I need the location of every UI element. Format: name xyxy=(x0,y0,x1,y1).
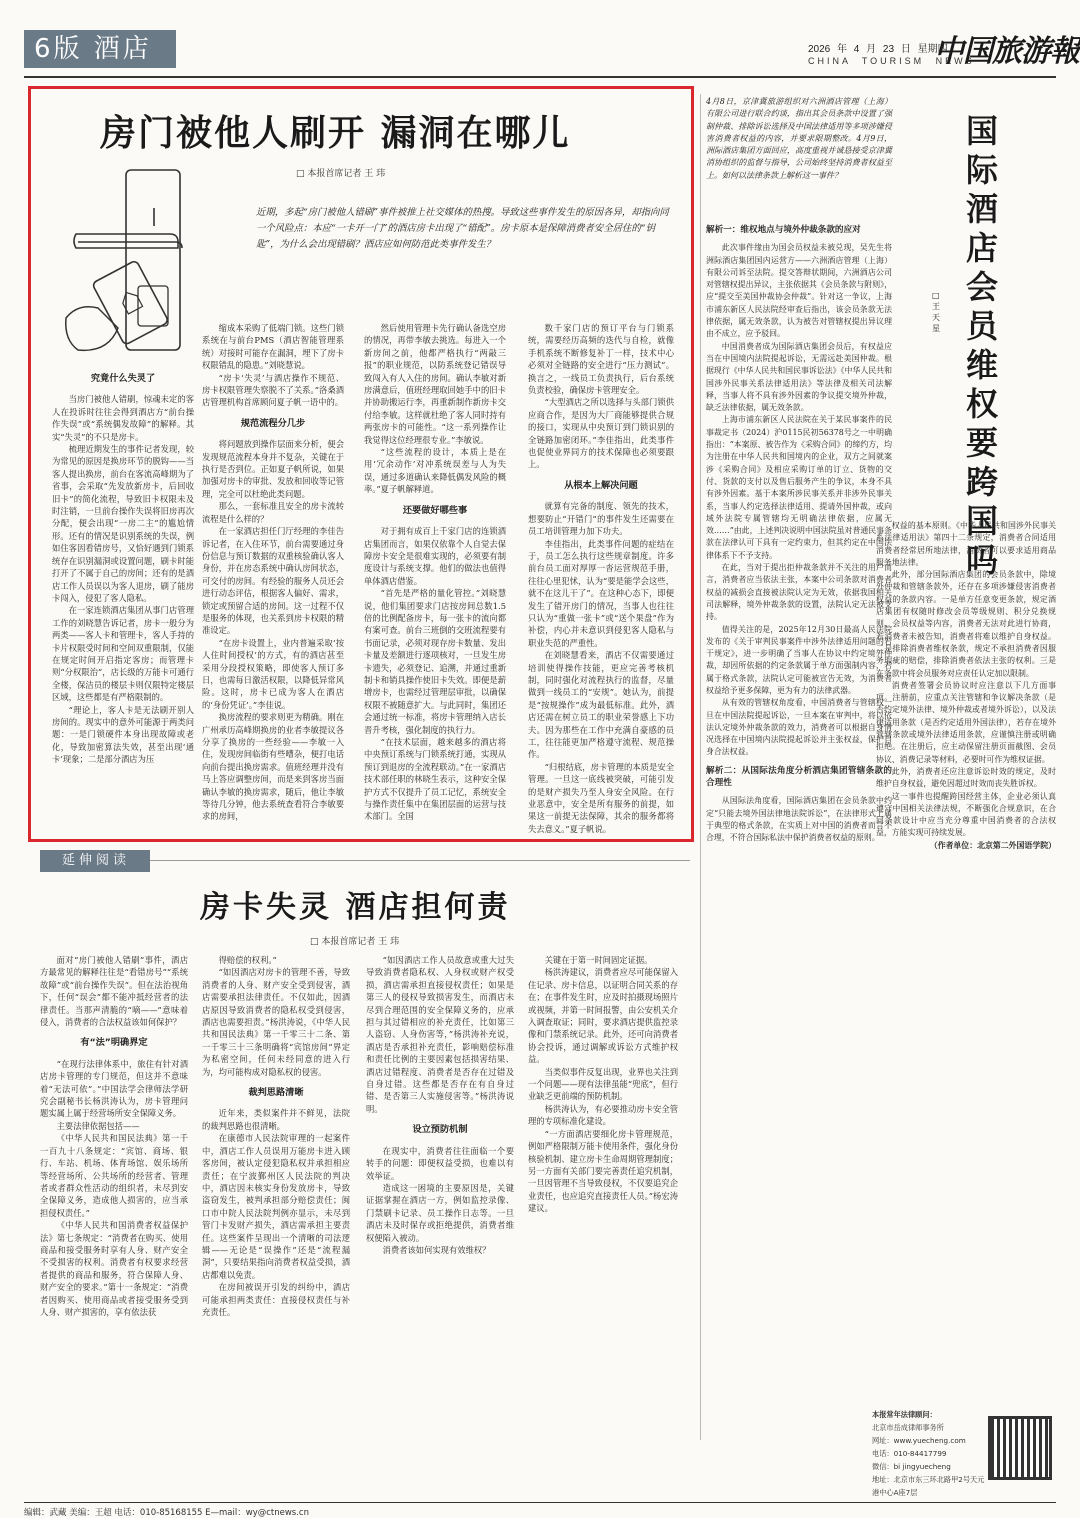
right-subhead-1: 解析一：维权地点与境外仲裁条款的应对 xyxy=(706,225,861,235)
paragraph: “大型酒店之所以选择与头部门锁供应商合作，是因为大厂商能够提供合规的接口，实现从中央预订到门锁识别的全链路加密闭环。”李佳指出，此类事件也促使业界同方的技术保障也必须要跟上。 xyxy=(528,397,674,470)
paragraph: 在一家酒店担任门厅经理的李佳告诉记者，在入住环节，前台需要通过身份信息与预订数据的双重核验确认客人身份，并在房态系统中确认房间状态，可交付的房间。有经验的服务人员还会进行动态评估，根据客人偏好、需求，锁定或预留合适的房间。这一过程不仅是服务的体现，也关系到房卡权限的精准设定。 xyxy=(202,526,344,636)
paragraph: 关键在于第一时间固定证据。 xyxy=(544,955,653,965)
paragraph: “房卡‘失灵’与酒店操作不规范、房卡权限管理失察脱不了关系。”洛桑酒店管理机构首席顾问夏子帆一语中的。 xyxy=(202,372,344,408)
feature-lead: 近期，多起“房门被他人错刷”事件被推上社交媒体的热搜。导致这些事件发生的原因各异，却指向同一个风险点：本应“一卡开一门”的酒店房卡出现了“错配”。房卡原本是保障消费者安全居住的“钥匙”，为什么会出现错刷？酒店应如何防范此类事件发生？ xyxy=(256,207,669,250)
right-column-2 xyxy=(876,520,1056,1400)
feature-subhead-1: 究竟什么失灵了 xyxy=(90,373,156,384)
feature-subhead-4: 从根本上解决问题 xyxy=(564,479,638,491)
paragraph: “一方面酒店要细化房卡管理规范，例如严格限制万能卡使用条件，强化身份核验机制、建立房卡生命周期管理制度；另一方面有关部门要完善责任追究机制，一旦因管理不当导致侵权，不仅要追究企业责任，也应追究直接责任人员。”杨宏涛建议。 xyxy=(528,1128,678,1214)
advisor-firm: 北京市岳成律师事务所 xyxy=(872,1423,944,1432)
paragraph: 主要法律依据包括—— xyxy=(56,1120,140,1131)
paragraph: “在技术层面，越来越多的酒店将中央预订系统与门锁系统打通，实现从预订到退房的全流程联动。”在一家酒店技术部任职的林晓生表示，这种安全保护方式不仅提升了员工记忆，系统安全与操作责任集中在集团层面的运营与技术部门。全国 xyxy=(364,737,506,822)
paragraph: 在房间被误开引发的纠纷中，酒店可能承担两类责任：直接侵权责任与补充责任。 xyxy=(202,1282,350,1317)
right-article-author: □ 王天星 xyxy=(932,291,940,333)
paper-english-name: CHINA TOURISM NEWS xyxy=(808,56,975,66)
issue-date: 2026 年 4 月 23 日 星期四 xyxy=(808,44,948,55)
paragraph: 《中华人民共和国消费者权益保护法》第七条规定：“消费者在购买、使用商品和接受服务时享有人身、财产安全不受损害的权利。消费者有权要求经营者提供的商品和服务，符合保障人身、财产安全的要求。”第十一条规定：“消费者因购买、使用商品或者接受服务受到人身、财产损害的，享有依法获 xyxy=(40,1220,188,1317)
paragraph: 此外，消费者还应注意诉讼时效的规定，及时维护自身权益，避免因超过时效而丧失胜诉权。 xyxy=(876,766,1056,789)
feature-column-3 xyxy=(364,322,506,834)
paragraph: 上海市浦东新区人民法院在关于某民事案件的民事裁定书（2024）沪0115民初56378号之一中明确指出：“本案原、被告作为《采购合同》的缔约方，均为注册在中华人民共和国境内的企业，双方之间就案涉《采购合同》及相应采购订单的订立、货物的交付、货款的支付以及售后服务产生的争议，本身不具有涉外因素。基于本案所涉民事关系并非涉外民事关系，当事人约定选择法律适用、提请外国仲裁，或向域外法院专属管辖均无明确法律依据，应属无效……”由此，上述判决说明中国法院虽对普通民事条款在法律认可下具有一定约束力，但其约定在中国法律体系下不予支持。 xyxy=(706,415,892,560)
paragraph: 此外，部分国际酒店集团的会员条款中，除境外仲裁和管辖条款外，还存在多项涉嫌侵害消费者权益的条款内容。一是单方任意变更条款，规定酒店集团有权随时修改会员等级规则、积分兑换规则、会员权益等内容，消费者无法对此进行协商，若消费者未被告知，消费者将难以维护自身权益。二是排除消费者维权条款，规定不承担消费者因服务瑕疵的赔偿，排除消费者依法主张的权利。三是在条款中将会员服务对应责任认定加以限制。 xyxy=(876,570,1056,678)
paragraph: 梳理近期发生的事件记者发现，较为常见的原因是换房环节的脱钩——当客人提出换房，前台在客流高峰期为了省事，会采取“先发放新房卡，后回收旧卡”的简化流程，导致旧卡权限未及时注销，一旦前台操作失误将旧房再次分配，便会出现“一房二主”的尴尬情形。还有的情况是识别系统的失误，例如住客因看错房号，又恰好遇到门锁系统存在识别漏洞或设置问题，刷卡时能打开了不属于自己的房间；还有的是酒店工作人员误以为客人退房，刷了能房卡闯入，侵犯了客人隐私。 xyxy=(52,444,194,603)
paragraph: 对于拥有成百上千家门店的连锁酒店集团而言，如果仅依靠个人自觉去保障房卡安全是很难实现的，必须要有制度设计与系统支撑。他们的做法也值得单体酒店借鉴。 xyxy=(364,526,506,586)
right-article-headline: 国际酒店会员维权要跨国吗 xyxy=(965,112,998,579)
paragraph: 在康德市人民法院审理的一起案件中，酒店工作人员误用万能房卡进入顾客房间，被认定侵犯隐私权并承担相应责任；在宁波鄞州区人民法院的判决中，酒店因未核实身份发放房卡，导致盗窃发生，被判承担部分赔偿责任；闽口市中院人民法院判例亦显示，未尽到管门卡发财产损失，酒店需承担主要责任。这些案件呈现出一个清晰的司法逻辑——无论是“误操作”还是“流程漏洞”，只要结果指向消费者权益受损，酒店都难以免责。 xyxy=(202,1133,350,1280)
advisor-website[interactable]: 网址：www.yuecheng.com xyxy=(872,1436,966,1445)
footer-divider xyxy=(24,1502,1056,1503)
feature-column-1 xyxy=(52,364,194,834)
paragraph: 从有效的管辖权角度看，中国消费者与管辖权一旦在中国法院提起诉讼，一旦本案在审判中，将以依法认定境外仲裁条款的效力，消费者可以根据自身情况选择在中国境内法院提起诉讼并主张权益，保护自身合法权益。 xyxy=(706,698,892,757)
advisor-address: 地址：北京市东三环北路甲2号天元港中心A座7层 xyxy=(872,1475,985,1497)
paragraph: 当类似事件反复出现，业界也关注到一个问题——现有法律虽能“兜底”，但行业缺乏更前端的预防机制。 xyxy=(528,1066,678,1102)
paragraph: “在房卡设置上，业内普遍采取‘按人住时间授权’的方式，有的酒店甚至采用分段授权策略，即使客人预订多日，也需每日激活权限，以降低异常风险。这时，房卡已成为客人在酒店的‘身份凭证’。”李佳说。 xyxy=(202,637,344,710)
paragraph: 造成这一困境的主要原因是，关键证据掌握在酒店一方，例如监控录像、门禁刷卡记录、员工操作日志等。一旦酒店未及时保存或拒绝提供，消费者维权便陷入被动。 xyxy=(366,1182,514,1243)
paragraph: “如因酒店对房卡的管理不善，导致消费者的人身、财产安全受到侵害，酒店需要承担法律责任。不仅如此，因酒店原因导致消费者的隐私权受到侵害，酒店也需要担责。”杨洪涛说，《中华人民共和国民法典》第一千零三十二条、第一千零三十三条明确将“宾馆房间”界定为私密空间，任何未经同意的进入行为，均可能构成对隐私权的侵害。 xyxy=(202,967,350,1077)
door-lock-card-icon xyxy=(58,168,208,358)
paragraph: 换房流程的要求则更为精确。刚在广州承历高峰期换房的业者李敏提议各分享了换房的一些经验——李敏一入住，发现房间临街有些嘈杂，便打电话向前台提出换房需求。值班经理并没有马上答应调整房间，而是来到客房当面确认李敏的换房需求，随后，他让李敏等待几分钟，他去系统查看符合李敏要求的房间， xyxy=(202,712,344,822)
extended-column-1 xyxy=(40,954,188,1494)
paragraph: 缩成本采购了低端门锁。这些门锁系统在与前台PMS（酒店智能管理系统）对接时可能存在漏洞，埋下了房卡权限错乱的隐患。”刘晓慧说。 xyxy=(202,323,344,371)
paragraph: 在现实中，消费者往往面临一个要转手的问题：即便权益受损，也难以有效举证。 xyxy=(366,1145,514,1181)
extended-reading-label: 延伸阅读 xyxy=(40,850,150,872)
extended-column-3 xyxy=(366,954,514,1494)
paragraph: 将问题放到操作层面来分析，便会发现规范流程本身并不复杂，关键在于执行是否到位。正如夏子帆所说，如果加强对房卡的审批、发放和回收等记管理，完全可以杜绝此类问题。 xyxy=(202,439,344,499)
extended-byline: □ 本报首席记者 王 玮 xyxy=(310,937,400,947)
paragraph: “首先是严格的量化管控。”刘晓慧说，他们集团要求门店按房间总数1.5倍的比例配备房卡，每一张卡的流向都有案可查。前台三班倒的交班流程要有书面记录，必须对现存房卡数量、发出卡量及差额进行逐项核对，一旦发生房卡遗失，必须登记、追溯，并通过重新制卡和销具操作使旧卡失效。即便是薪增房卡，也需经过管理层审批，以确保权限不被随意扩大。与此同时，集团还会通过统一标准，将房卡管理纳入店长晋升考核，强化制度的执行力。 xyxy=(364,588,506,735)
paragraph: 消费者该如何实现有效维权？ xyxy=(382,1244,491,1255)
paragraph: “如因酒店工作人员故意或重大过失导致消费者隐私权、人身权或财产权受损，酒店需承担直接侵权责任；如果是第三人的侵权导致损害发生，而酒店未尽到合理范围的安全保障义务的，应承担与其过错相应的补充责任，比如第三人盗窃、人身伤害等，”杨洪涛补充说，酒店是否承担补充责任，影响赔偿标准和责任比例的主要因素包括损害结果、酒店过错程度、消费者是否存在过错及自身过错。这些都是否存在有自身过错、是否第三人实施侵害等。”杨洪涛说明。 xyxy=(366,955,514,1114)
paragraph: 这一事件也提醒跨国经营主体，企业必须认真遵守中国相关法律法规，不断强化合规意识，在合同条款设计中应当充分尊重中国消费者的合法权益，方能实现可持续发展。 xyxy=(876,791,1056,838)
feature-column-4 xyxy=(528,322,674,834)
paragraph: 杨洪涛认为，有必要推动房卡安全管理的专项标准化建设。 xyxy=(528,1103,678,1127)
feature-subhead-3: 还要做好哪些事 xyxy=(402,504,468,516)
paragraph: 那么，一套标准且安全的房卡流转流程是什么样的？ xyxy=(202,501,344,524)
paragraph: 数千家门店的预订平台与门锁系统，需要经历高频的迭代与自检，就像手机系统不断修复补丁一样，技术中心必须对全链路的安全进行“压力测试”。换言之，一线员工负责执行，后台系统负责校验，确保房卡管理安全。 xyxy=(528,323,674,396)
right-subhead-2: 解析二：从国际法角度分析酒店集团管辖条款的合理性 xyxy=(706,765,892,789)
paragraph: 在一家连锁酒店集团从事门店管理工作的刘晓慧告诉记者，房卡一般分为两类——客人卡和管理卡，客人手持的卡片权限受时间和空间双重限制，仅能在规定时间开启指定客房；而管理卡则“分权限治”，店长级的万能卡可通行全楼，保洁员的楼层卡则仅限特定楼层区域，这些都是有严格限制的。 xyxy=(52,605,194,703)
column-divider xyxy=(700,94,701,1440)
right-column-1 xyxy=(706,218,892,1494)
extended-subhead-3: 设立预防机制 xyxy=(412,1124,468,1136)
paragraph: 在刘晓慧看来，酒店不仅需要通过培训使得操作技能，更应完善考核机制，同时强化对流程执行的监督，尽量做到一线员工的“安规”。她认为，前提是“按规操作”成为最低标准。此外，酒店还需在树立员工的职业荣誉感上下功夫。因为那些在工作中充满自豪感的员工，往往能更加严格遵守流程、规范操作。 xyxy=(528,650,674,760)
paragraph: 面对“房门被他人错刷”事件，酒店方最常见的解释往往是“看错房号”“系统故障”或“前台操作失误”。但在法治视角下，任何“误会”都不能冲抵经营者的法律责任。当那声清脆的“嘀——”意味着侵入，消费者的合法权益该如何保护？ xyxy=(40,955,188,1028)
paragraph: 从国际法角度看，国际酒店集团在会员条款中约定“只能去境外国法律地法院诉讼”，在法律形式上属于典型的格式条款，在实质上对中国的消费者而言不合理，不符合国际私法中保护消费者权益的原则。 xyxy=(706,796,892,843)
footer-credits: 编辑：武藏 美编：王超 电话：010-85168155 E—mail：wy@ctnews.cn xyxy=(24,1508,309,1518)
advisor-wechat: 微信：bi jingyuecheng xyxy=(872,1462,951,1471)
feature-headline: 房门被他人刷开 漏洞在哪儿 xyxy=(100,112,571,154)
paragraph: 《中华人民共和国民法典》第一千一百九十八条规定：“宾馆、商场、银行、车站、机场、体育场馆、娱乐场所等经营场所、公共场所的经营者、管理者或者群众性活动的组织者，未尽到安全保障义务，造成他人损害的，应当承担侵权责任。” xyxy=(40,1133,188,1218)
extended-column-4 xyxy=(528,954,678,1494)
paragraph: 得赔偿的权利。” xyxy=(218,955,277,965)
paragraph: 此次事件缘由为国会员权益未被兑现，吴先生将洲际酒店集团国内运营方——六洲酒店管理（上海）有限公司诉至法院。提交答辩状期间，六洲酒店公司对管辖权提出异议，主张依据其《会员条款与附则》，应“提交至美国仲裁协会仲裁”。针对这一争议，上海市浦东新区人民法院经审查后指出，该会员条款无法律依据，属无效条款，认为被告对管辖权提出异议理由不成立，应予驳回。 xyxy=(706,243,892,339)
paragraph: 当房门被他人错刷，惊魂未定的客人在投诉时往往会得到酒店方“前台操作失误”或“系统偶发故障”的解释。其实“失灵”的不只是房卡。 xyxy=(52,394,194,442)
paragraph: 李佳指出，此类事件问题的症结在于，员工怎么执行这些规章制度。许多前台员工面对厚厚一沓运营规范手册，往往心里犯怵，认为“要是能学会这些，就不在这儿干了”。在这种心态下，即便发生了错开房门的情况，当事人也往往只认为“重做一张卡”或“送个果盘”作为补偿，内心并未意识到侵犯客人隐私与职业失范的严重性。 xyxy=(528,538,674,648)
extended-subhead-2: 裁判思路清晰 xyxy=(248,1087,304,1099)
paragraph: 值得关注的是，2025年12月30日最高人民法院发布的《关于审判民事案件中涉外法律适用问题的若干规定》，进一步明确了当事人在协议中约定境外仲裁，却因所依据的约定条款属于单方面强制内容，若属于格式条款，法院认定可能被宣告无效，为消费者权益给予更多保障，更为有力的法律武器。 xyxy=(706,624,892,695)
paragraph: “在现行法律体系中，旅住有针对酒店房卡管理的专门规范，但这并不意味着“无法可依”。”中国法学会律师法学研究会副秘书长杨洪涛认为，房卡管理问题实属上属于经营场所安全保障义务。 xyxy=(40,1058,188,1119)
paragraph: 杨洪涛建议，消费者应尽可能保留入住记录、房卡信息，以证明合同关系的存在；在事件发生时，应及时拍摄现场照片或视频，并第一时间报警，由公安机关介入调查取证；同时，要求酒店提供监控录像和门禁系统记录。此外，还可向消费者协会投诉，通过调解或诉讼方式维护权益。 xyxy=(528,967,678,1065)
paragraph: 然后使用管理卡先行确认备选空房的情况，再带李敏去挑选。每进入一个新房间之前，他都严格执行“两敲三报”的职业规范，以防系统登记错误导致闯入有人入住的房间。确认李敏对新房满意后，值班经理取回她手中的旧卡并协助搬运行李，再重新制作新房卡交付给李敏。这样就杜绝了客人同时持有两张房卡的可能性。“这一系列操作让我觉得这位经理很专业。”李敏说。 xyxy=(364,323,506,445)
paragraph: 中国消费者成为国际酒店集团会员后，有权益应当在中国境内法院提起诉讼，无需远赴美国仲裁。根据现行《中华人民共和国民事诉讼法》《中华人民共和国涉外民事关系法律适用法》等法律及相关司法解释，当事人将不具有涉外因素的争议提交境外仲裁，缺乏法律依据，属无效条款。 xyxy=(706,341,892,413)
extended-headline: 房卡失灵 酒店担何责 xyxy=(200,890,511,925)
qr-code-icon xyxy=(988,1416,1052,1480)
paragraph: 在此，当对于提出拒仲裁条款并不关注的用户而言，消费者应当依法主张，本案中公司条款对消费者权益的减损会直接被法院认定为无效，依据我国相关司法解释，境外仲裁条款的设置，法院认定无法被支持。 xyxy=(706,563,892,622)
extended-subhead-1: 有“法”明确界定 xyxy=(80,1037,148,1049)
advisor-title: 本报常年法律顾问： xyxy=(872,1410,937,1419)
feature-byline: □ 本报首席记者 王 玮 xyxy=(296,169,386,179)
paragraph: “理论上，客人卡是无法刷开别人房间的。现实中的意外可能源于两类问题：一是门锁硬件本身出现故障或老化，导致加密算法失效，甚至出现‘通卡’现象；二是部分酒店为压 xyxy=(52,704,194,765)
header-divider xyxy=(24,76,1056,78)
feature-subhead-2: 规范流程分几步 xyxy=(240,417,306,429)
paragraph: 消费者签署会员协议时应注意以下几方面事项。注册前，应重点关注管辖和争议解决条款（是否约定境外法律、境外仲裁或者境外诉讼），以及法律适用条款（是否约定适用外国法律），若存在境外管辖条款或境外法律适用条款，应谨慎注册或明确拒绝。在注册后，应主动保留注册页面截图、会员协议、消费记录等材料，必要时可作为维权证据。 xyxy=(876,680,1056,764)
paragraph: 就算有完备的制度、领先的技术，想要防止“开错门”的事件发生还需要在员工培训管理力加下功夫。 xyxy=(528,501,674,537)
paragraph: “归根结底，房卡管理的本质是安全管理。一旦这一底线被突破，可能引发的是财产损失乃至人身安全风险。在行业恶意中，安全是所有服务的前提，如果这一前提无法保障，其余的服务都将失去意义。”夏子帆说。 xyxy=(528,761,674,834)
masthead-logo: 中国旅游報 xyxy=(934,34,1079,69)
extended-divider xyxy=(150,860,690,861)
extended-column-2 xyxy=(202,954,350,1494)
right-article-lead: 4月8日，京津冀旅游组织对六洲酒店管理（上海）有限公司进行联合约谈，指出其会员条款中设置了强制仲裁、排除诉讼选择及中国法律适用等多项涉嫌侵害消费者权益的内容，并要求限期整改。4月9日，洲际酒店集团方面回应，高度重视并诚恳接受京津冀消协组织的监督与指导，公司始终坚持消费者权益至上。如何以法律条款上解析这一事件？ xyxy=(706,97,892,180)
feature-column-2 xyxy=(202,322,344,834)
section-label: 6版 酒店 xyxy=(24,30,176,68)
advisor-phone: 电话：010-84417799 xyxy=(872,1449,947,1458)
paragraph: 近年来，类似案件并不鲜见，法院的裁判思路也很清晰。 xyxy=(202,1108,350,1131)
paragraph: 权益的基本原则。《中华人民共和国涉外民事关系法律适用法》第四十二条规定，消费者合同适用消费者经常居所地法律，消费者可以要求适用商品服务地法律。 xyxy=(876,521,1056,567)
paragraph: “这些流程的设计，本质上是在用‘冗余动作’对冲系统误差与人为失误，通过多道确认来降低偶发风险的概率。”夏子帆解释道。 xyxy=(364,447,506,495)
author-note: （作者单位：北京第二外国语学院） xyxy=(929,840,1056,850)
